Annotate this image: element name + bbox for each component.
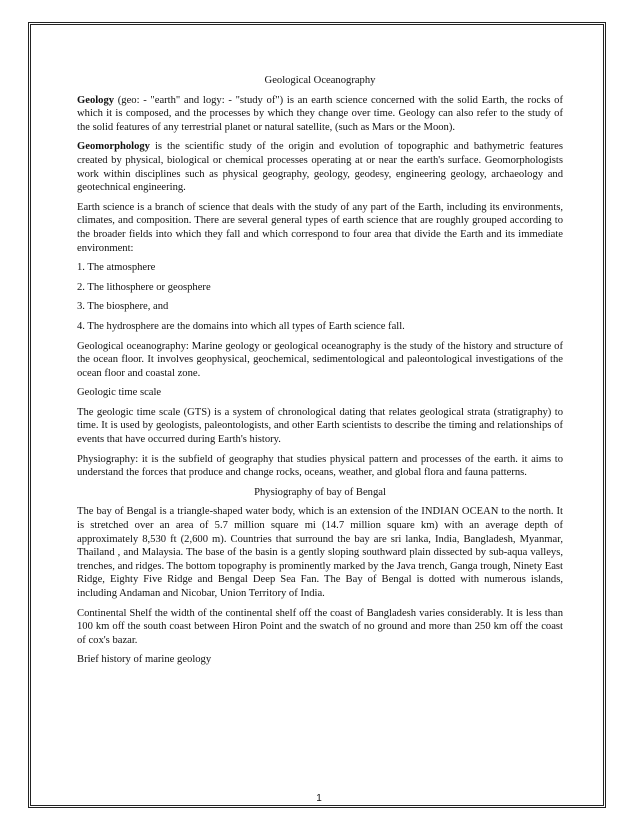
paragraph-bay-of-bengal: The bay of Bengal is a triangle-shaped water body, which is an extension of the INDIAN OCEAN to the north. It is stretched over an area of 5.7 million square mi (14.7 million square km) with an average depth of approximately 8,530 ft (2,600 m). Countries that surround the bay are sri lanka, India, Bangladesh, Myanmar, Thailand , and Malaysia. The base of the basin is a gently sloping southward plain dissected by sub-aqua valleys, trenches, and ridges. The bottom topography is prominently marked by the Java trench, Ganga trough, Ninety East Ridge, Eighty Five Ridge and Bengal Deep Sea Fan. The Bay of Bengal is dotted with numerous islands, including Andaman and Nicobar, Union Territory of India. [77, 506, 563, 599]
paragraph-physiography: Physiography: it is the subfield of geography that studies physical pattern and processes of the earth. it aims to understand the forces that produce and change rocks, oceans, weather, and global flora and fauna patterns. [77, 453, 563, 479]
heading-bay-of-bengal: Physiography of bay of Bengal [254, 486, 386, 498]
list-item: 1. The atmosphere [77, 262, 156, 274]
paragraph-geomorphology [77, 140, 563, 194]
heading-geologic-time-scale: Geologic time scale [77, 387, 162, 399]
page-number: 1 [316, 793, 322, 804]
heading-brief-history: Brief history of marine geology [77, 654, 212, 666]
geomorphology-definition: is the scientific study of the origin and evolution of topographic and bathymetric features created by physical, biological or chemical processes operating at or near the earth's surface. Geomorphologists work within disciplines such as physical geography, geology, geodesy, engineering geology, archaeology and geotechnical engineering. [77, 141, 563, 194]
paragraph-geological-oceanography: Geological oceanography: Marine geology or geological oceanography is the study of the history and structure of the ocean floor. It involves geophysical, geochemical, sedimentological and paleontological investigations of the ocean floor and coastal zone. [77, 340, 563, 379]
term-geomorphology: Geomorphology [77, 141, 150, 153]
geology-definition: (geo: - "earth" and logy: - "study of") is an earth science concerned with the solid Earth, the rocks of which it is composed, and the processes by which they change over time. Geology can also refer to the study of the solid features of any terrestrial planet or natural satellite, (such as Mars or the Moon). [77, 94, 563, 133]
list-item: 2. The lithosphere or geosphere [77, 281, 211, 293]
paragraph-time-scale: The geologic time scale (GTS) is a system of chronological dating that relates geological strata (stratigraphy) to time. It is used by geologists, paleontologists, and other Earth scientists to describe the timing and relationships of events that have occurred during Earth's history. [77, 406, 563, 446]
document-title: Geological Oceanography [264, 75, 376, 86]
list-item: 3. The biosphere, and [77, 301, 169, 313]
paragraph-earth-science: Earth science is a branch of science that deals with the study of any part of the Earth, including its environments, climates, and composition. There are several general types of earth science that are roughly grouped according to the broader fields into which they fall and which correspond to four area that divide the Earth and its immediate environment: [77, 201, 563, 254]
paragraph-continental-shelf: Continental Shelf the width of the continental shelf off the coast of Bangladesh varies considerably. It is less than 100 km off the south coast between Hiron Point and the swatch of no ground and more than 250 km off the coast of cox's bazar. [77, 607, 563, 646]
paragraph-geology [77, 94, 563, 135]
term-geology: Geology [77, 94, 115, 106]
list-item: 4. The hydrosphere are the domains into which all types of Earth science fall. [77, 320, 405, 332]
document-body [77, 74, 563, 673]
